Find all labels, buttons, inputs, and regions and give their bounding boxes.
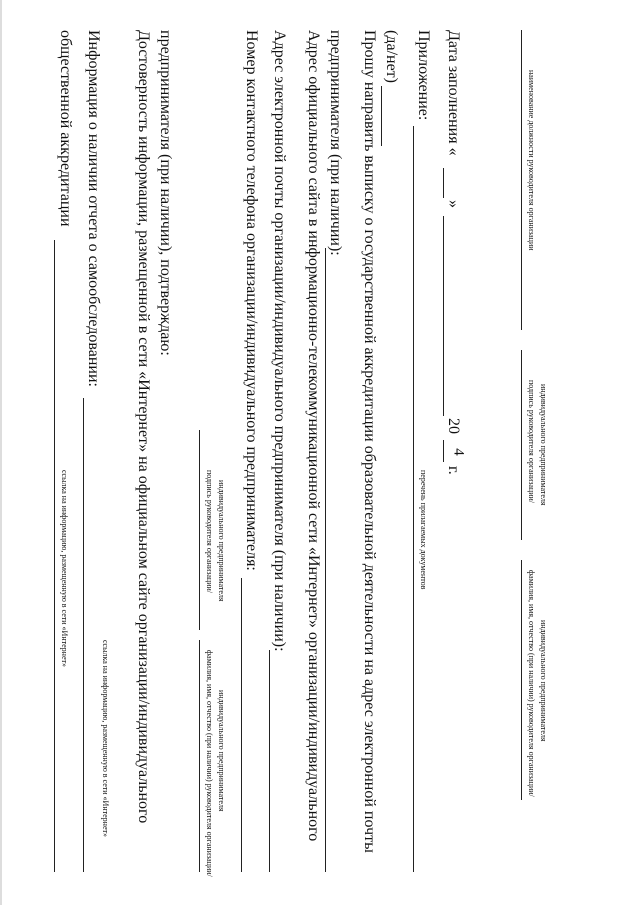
footer-sign-hint-1: подпись руководителя организации/ — [527, 380, 536, 503]
appendix-field[interactable] — [413, 126, 414, 872]
reliability-line-2: предпринимателя (при наличии), подтверждаю: — [157, 30, 174, 356]
date-year-prefix: 20 — [445, 418, 462, 434]
footer-name-field[interactable] — [521, 560, 522, 800]
date-quote-close: » — [445, 200, 462, 208]
reliability-name-field[interactable] — [199, 640, 200, 872]
footer-name-hint-1: фамилия, имя, отчество (при наличии) руководителя организации/ — [527, 570, 536, 797]
footer-name-hint-2: индивидуального предпринимателя — [539, 620, 548, 742]
self-exam-label: Информация о наличии отчета о самообследовании: — [85, 30, 102, 387]
email-label: Адрес электронной почты организации/индивидуального предпринимателя (при наличии): — [271, 30, 288, 652]
date-day-field[interactable] — [443, 168, 444, 198]
footer-signature-field[interactable] — [521, 350, 522, 540]
reliability-signature-field[interactable] — [199, 430, 200, 630]
date-label: Дата заполнения « — [445, 30, 462, 156]
appendix-label: Приложение: — [415, 30, 432, 121]
name-hint-1: фамилия, имя, отчество (при наличии) руководителя организации/ — [205, 650, 214, 877]
email-field[interactable] — [269, 650, 270, 872]
site-field[interactable] — [325, 248, 326, 872]
footer-position-hint: наименование должности руководителя организации — [527, 70, 536, 251]
site-line-1: Адрес официального сайта в информационно-телекоммуникационной сети «Интернет» организации/индивидуального — [305, 30, 322, 842]
accreditation-hint: ссылка на информацию, размещенную в сети «Интернет» — [60, 470, 69, 667]
page-number: 4 — [450, 448, 467, 456]
reliability-line-1: Достоверность информации, размещенной в сети «Интернет» на официальном сайте организации/индивидуального — [135, 30, 152, 824]
appendix-hint: перечень прилагаемых документов — [419, 470, 428, 590]
self-exam-link-field[interactable] — [83, 398, 84, 872]
date-year-field[interactable] — [443, 440, 444, 462]
request-line-1: Прошу направить выписку о государственной аккредитации образовательной деятельности на адрес электронной почты — [361, 30, 378, 853]
site-line-2: предпринимателя (при наличии): — [327, 30, 344, 256]
self-exam-hint: ссылка на информацию, размещенную в сети «Интернет» — [101, 640, 110, 837]
sign-hint-1: подпись руководителя организации/ — [205, 470, 214, 593]
request-yes-no-field[interactable] — [381, 86, 382, 146]
date-month-field[interactable] — [443, 216, 444, 416]
accreditation-label: общественной аккредитации — [57, 30, 74, 227]
footer-sign-hint-2: индивидуального предпринимателя — [539, 384, 548, 506]
date-suffix: г. — [445, 466, 462, 475]
sign-hint-2: индивидуального предпринимателя — [217, 480, 226, 602]
accreditation-link-field[interactable] — [54, 240, 55, 872]
phone-label: Номер контактного телефона организации/индивидуального предпринимателя: — [243, 30, 260, 571]
phone-field[interactable] — [241, 578, 242, 872]
footer-position-field[interactable] — [521, 30, 522, 330]
request-line-2: (да/нет) — [383, 30, 400, 83]
name-hint-2: индивидуального предпринимателя — [217, 690, 226, 812]
